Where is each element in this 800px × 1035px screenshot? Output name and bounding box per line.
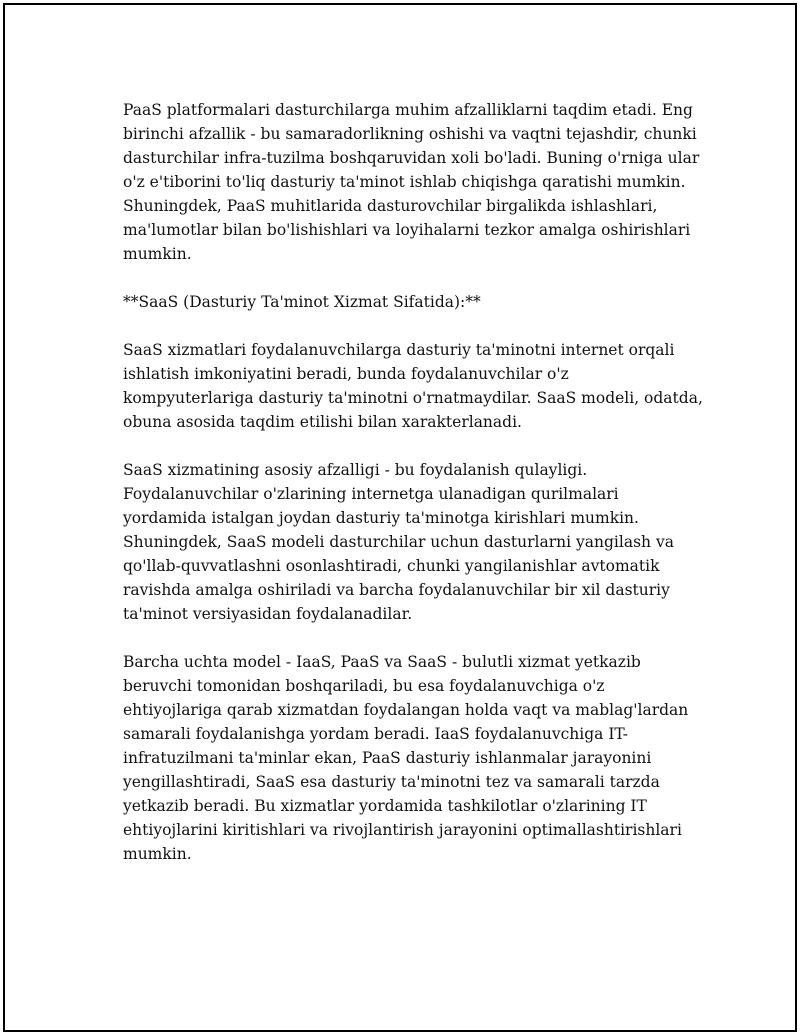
document-body [123,98,703,890]
page-frame [3,3,797,1032]
paragraph-paas-advantages: PaaS platformalari dasturchilarga muhim afzalliklarni taqdim etadi. Eng birinchi afzallik - bu samaradorlikning oshishi va vaqtni tejashdir, chunki dasturchilar infra-tuzilma boshqaruvidan xoli bo'ladi. Buning o'rniga ular o'z e'tiborini to'liq dasturiy ta'minot ishlab chiqishga qaratishi mumkin. Shuningdek, PaaS muhitlarida dasturovchilar birgalikda ishlashlari, ma'lumotlar bilan bo'lishishlari va loyihalarni tezkor amalga oshirishlari mumkin. [123,101,700,263]
section-heading-saas: **SaaS (Dasturiy Ta'minot Xizmat Sifatida):** [123,293,481,311]
paragraph-saas-advantages: SaaS xizmatining asosiy afzalligi - bu foydalanish qulayligi. Foydalanuvchilar o'zlarining internetga ulanadigan qurilmalari yordamida istalgan joydan dasturiy ta'minotga kirishlari mumkin. Shuningdek, SaaS modeli dasturchilar uchun dasturlarni yangilash va qo'llab-quvvatlashni osonlashtiradi, chunki yangilanishlar avtomatik ravishda amalga oshiriladi va barcha foydalanuvchilar bir xil dasturiy ta'minot versiyasidan foydalanadilar. [123,461,674,623]
paragraph-saas-intro: SaaS xizmatlari foydalanuvchilarga dasturiy ta'minotni internet orqali ishlatish imkoniyatini beradi, bunda foydalanuvchilar o'z kompyuterlariga dasturiy ta'minotni o'rnatmaydilar. SaaS modeli, odatda, obuna asosida taqdim etilishi bilan xarakterlanadi. [123,341,703,431]
paragraph-summary: Barcha uchta model - IaaS, PaaS va SaaS - bulutli xizmat yetkazib beruvchi tomonidan boshqariladi, bu esa foydalanuvchiga o'z ehtiyojlariga qarab xizmatdan foydalangan holda vaqt va mablag'lardan samarali foydalanishga yordam beradi. IaaS foydalanuvchiga IT-infratuzilmani ta'minlar ekan, PaaS dasturiy ishlanmalar jarayonini yengillashtiradi, SaaS esa dasturiy ta'minotni tez va samarali tarzda yetkazib beradi. Bu xizmatlar yordamida tashkilotlar o'zlarining IT ehtiyojlarini kiritishlari va rivojlantirish jarayonini optimallashtirishlari mumkin. [123,653,689,863]
